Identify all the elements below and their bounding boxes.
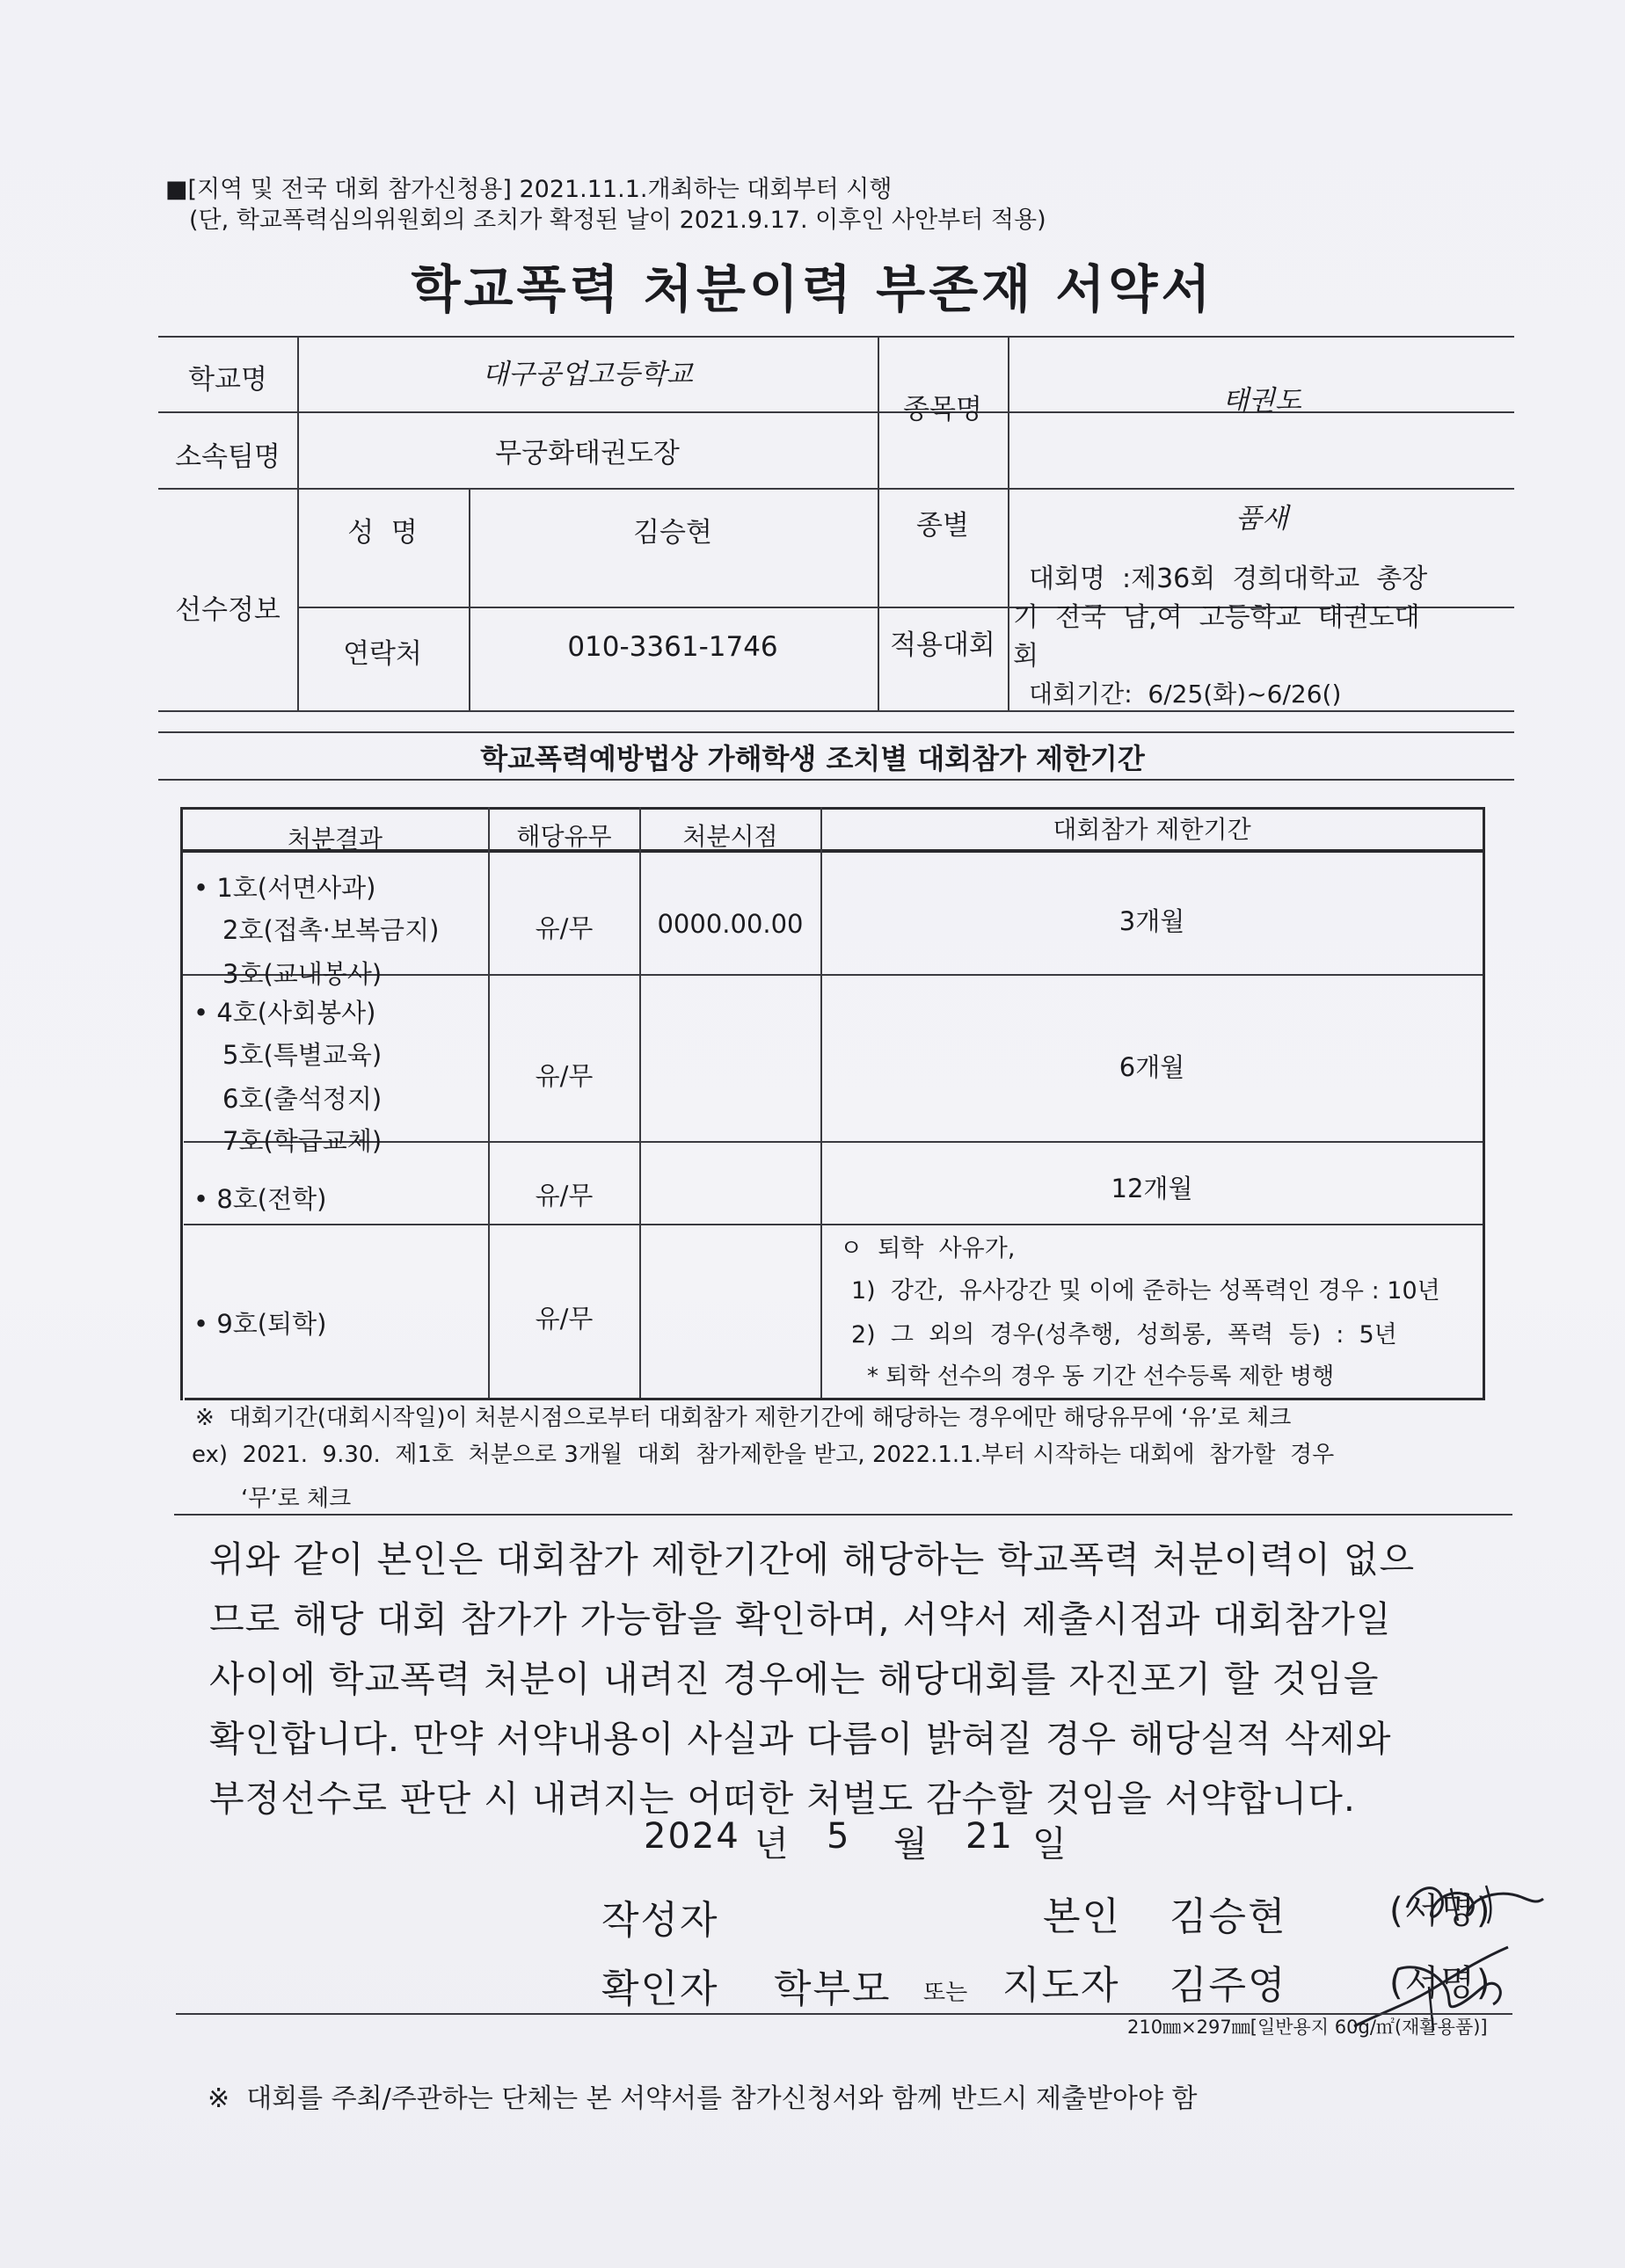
- team-value: 무궁화태권도장: [495, 438, 680, 469]
- table-note2: ex) 2021. 9.30. 제1호 처분으로 3개월 대회 참가제한을 받고, 2022.1.1.부터 시작하는 대회에 참가할 경우: [192, 1442, 1335, 1468]
- category-label: 종별: [916, 510, 969, 542]
- table-row1-date: 0000.00.00: [657, 909, 804, 939]
- date-year: 2024: [644, 1816, 740, 1857]
- confirmer-seal-label: (서명): [1389, 1963, 1492, 2003]
- table-right-border: [1483, 807, 1485, 1400]
- table-header-period: 대회참가 제한기간: [1053, 815, 1251, 844]
- category-value: 품새: [1235, 503, 1288, 534]
- table-row4-period-line4: * 퇴학 선수의 경우 동 기간 선수등록 제한 병행: [867, 1363, 1335, 1390]
- competition-period: 대회기간: 6/25(화)~6/26(): [1029, 680, 1342, 709]
- info-top-rule: [158, 336, 1514, 338]
- table-row2-period: 6개월: [1119, 1052, 1185, 1082]
- competition-name-line1: 대회명 :제36회 경희대학교 총장: [1029, 563, 1428, 594]
- table-row1-item3: 3호(교내봉사): [222, 959, 383, 989]
- confirmer-or: 또는: [923, 1980, 968, 2006]
- event-label: 종목명: [903, 394, 982, 425]
- pledge-line2: 므로 해당 대회 참가가 가능함을 확인하며, 서약서 제출시점과 대회참가일: [209, 1598, 1392, 1640]
- table-row2-item4: 7호(학급교체): [222, 1126, 383, 1156]
- name-label: 성 명: [347, 517, 418, 549]
- date-day: 21: [966, 1816, 1014, 1857]
- event-value: 태권도: [1222, 385, 1301, 417]
- date-month-unit: 월: [893, 1824, 929, 1865]
- writer-handwritten-signature: [1389, 1872, 1548, 1952]
- confirmer-label: 확인자: [601, 1966, 719, 2011]
- pledge-line5: 부정선수로 판단 시 내려지는 어떠한 처벌도 감수할 것임을 서약합니다.: [209, 1777, 1356, 1820]
- pledge-line1: 위와 같이 본인은 대회참가 제한기간에 해당하는 학교폭력 처분이력이 없으: [209, 1538, 1416, 1581]
- team-label: 소속팀명: [175, 441, 281, 473]
- section-rule: [158, 779, 1514, 781]
- header-note-line1: ■[지역 및 전국 대회 참가신청용] 2021.11.1.개최하는 대회부터 시행: [165, 176, 893, 203]
- info-bottom-rule: [158, 710, 1514, 712]
- table-row1-period: 3개월: [1119, 906, 1185, 936]
- name-value: 김승현: [633, 517, 712, 549]
- writer-name: 김승현: [1170, 1894, 1287, 1939]
- table-row3-period: 12개월: [1111, 1174, 1193, 1203]
- table-header-date: 처분시점: [682, 822, 778, 851]
- table-col-divider: [639, 807, 641, 1398]
- table-row4-period-line2: 1) 강간, 유사강간 및 이에 준하는 성폭력인 경우 : 10년: [851, 1277, 1440, 1305]
- submission-notice: ※ 대회를 주최/주관하는 단체는 본 서약서를 참가신청서와 함께 반드시 제출받아야 함: [208, 2083, 1198, 2114]
- competition-name-line3: 회: [1013, 641, 1038, 672]
- table-row-border: [184, 1224, 1485, 1225]
- info-rule: [158, 488, 1514, 490]
- table-row4-applicable: 유/무: [535, 1304, 594, 1334]
- section-rule: [158, 731, 1514, 733]
- confirmer-role-parent: 학부모: [774, 1966, 892, 2011]
- table-row2-item3: 6호(출석정지): [222, 1084, 383, 1114]
- school-label: 학교명: [188, 364, 267, 396]
- competition-name-line2: 기 전국 남,여 고등학교 태권도대: [1013, 602, 1420, 633]
- table-row4-item1: • 9호(퇴학): [193, 1309, 327, 1339]
- table-left-border: [180, 807, 183, 1400]
- date-day-unit: 일: [1032, 1824, 1068, 1865]
- date-year-unit: 년: [754, 1824, 791, 1865]
- table-row1-item1: • 1호(서면사과): [193, 873, 376, 903]
- header-note-line2: (단, 학교폭력심의위원회의 조치가 확정된 날이 2021.9.17. 이후인 사안부터 적용): [189, 207, 1046, 234]
- table-top-border: [180, 807, 1485, 810]
- pledge-line4: 확인합니다. 만약 서약내용이 사실과 다름이 밝혀질 경우 해당실적 삭제와: [209, 1718, 1392, 1760]
- writer-label: 작성자: [601, 1898, 719, 1943]
- table-header-applicable: 해당유무: [516, 822, 612, 851]
- table-row1-item2: 2호(접촉·보복금지): [222, 915, 440, 945]
- table-row3-item1: • 8호(전학): [193, 1184, 327, 1214]
- table-row2-item1: • 4호(사회봉사): [193, 998, 376, 1028]
- table-note3: ‘무’로 체크: [241, 1486, 352, 1512]
- document-title: 학교폭력 처분이력 부존재 서약서: [411, 259, 1214, 319]
- table-row1-applicable: 유/무: [535, 913, 594, 943]
- confirmer-role-coach: 지도자: [1002, 1963, 1120, 2008]
- table-note1: ※ 대회기간(대회시작일)이 처분시점으로부터 대회참가 제한기간에 해당하는 경우에만 해당유무에 ‘유’로 체크: [195, 1405, 1292, 1431]
- date-month: 5: [827, 1816, 851, 1857]
- paper-spec: 210㎜×297㎜[일반용지 60g/㎡(재활용품)]: [1127, 2017, 1488, 2038]
- school-value: 대구공업고등학교: [482, 359, 693, 390]
- table-row2-applicable: 유/무: [535, 1061, 594, 1091]
- table-col-divider: [820, 807, 822, 1398]
- table-row4-period-line3: 2) 그 외의 경우(성추행, 성희롱, 폭력 등) : 5년: [851, 1321, 1397, 1348]
- competition-label: 적용대회: [890, 629, 995, 661]
- contact-label: 연락처: [343, 638, 422, 670]
- section-rule: [174, 1514, 1512, 1516]
- restriction-title: 학교폭력예방법상 가해학생 조치별 대회참가 제한기간: [480, 742, 1145, 775]
- writer-seal-label: (서명): [1389, 1891, 1492, 1931]
- table-row4-period-line1: ㅇ 퇴학 사유가,: [840, 1235, 1016, 1262]
- table-row2-item2: 5호(특별교육): [222, 1040, 383, 1070]
- table-row3-applicable: 유/무: [535, 1181, 594, 1210]
- contact-value: 010-3361-1746: [567, 631, 778, 663]
- writer-role: 본인: [1043, 1894, 1122, 1939]
- confirmer-name: 김주영: [1170, 1963, 1287, 2008]
- athlete-info-label: 선수정보: [175, 594, 281, 626]
- pledge-line3: 사이에 학교폭력 처분이 내려진 경우에는 해당대회를 자진포기 할 것임을: [209, 1658, 1380, 1700]
- table-header-result: 처분결과: [287, 825, 383, 854]
